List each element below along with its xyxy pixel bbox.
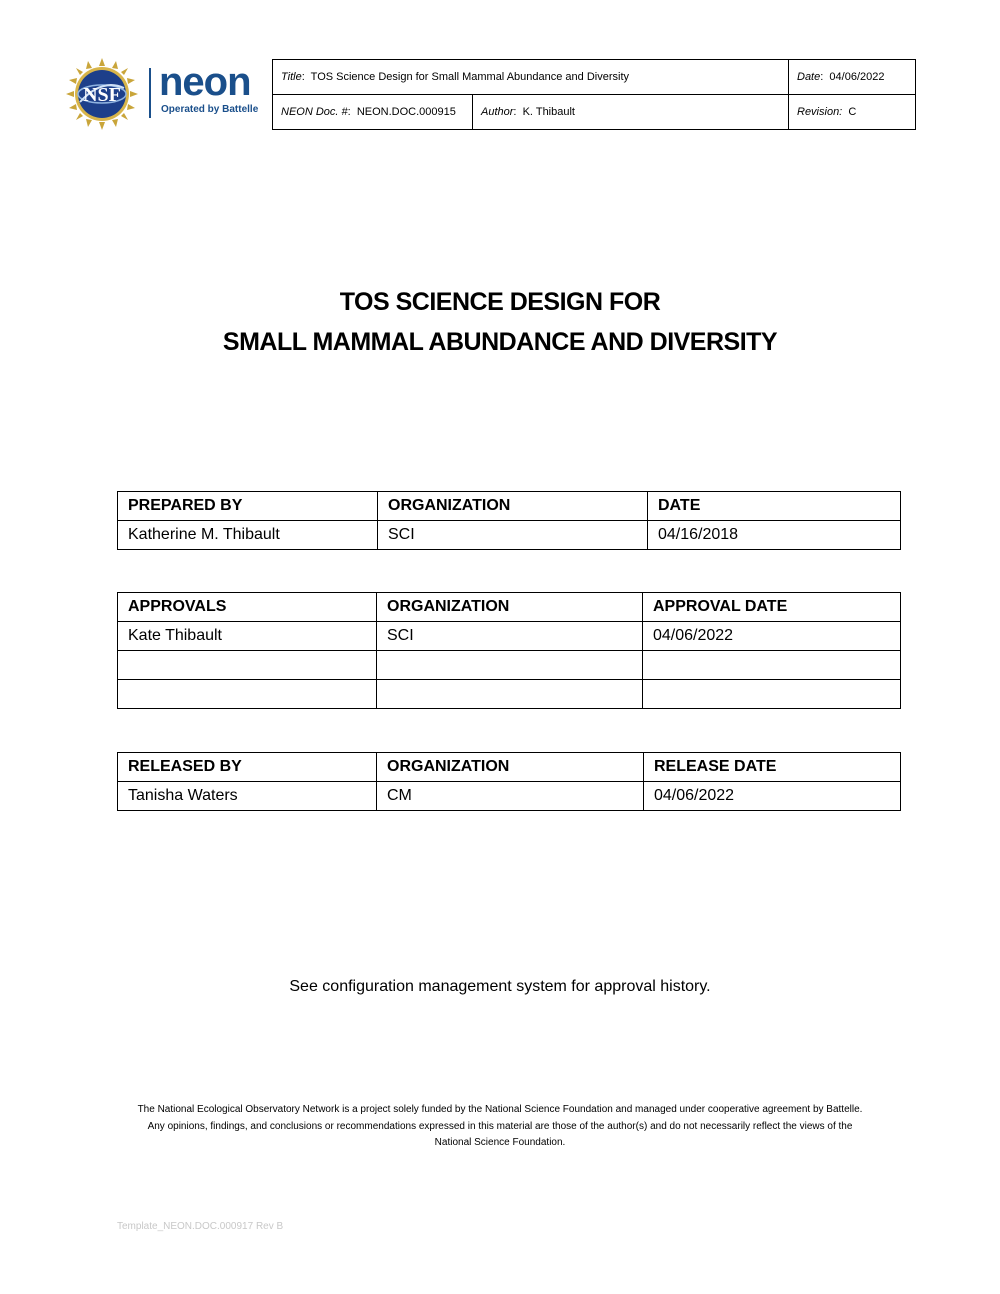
table-row (118, 680, 901, 709)
table-cell: SCI (377, 622, 643, 651)
table-cell (377, 651, 643, 680)
column-header: ORGANIZATION (377, 593, 643, 622)
header-docnum-label: NEON Doc. # (281, 106, 348, 118)
table-row (118, 782, 901, 811)
neon-logo (66, 58, 270, 130)
disclaimer-line1: The National Ecological Observatory Network is a project solely funded by the National Science Foundation and managed under cooperative agreement by Battelle. (137, 1104, 863, 1115)
column-header: ORGANIZATION (378, 492, 648, 521)
document-title-line2: SMALL MAMMAL ABUNDANCE AND DIVERSITY (222, 328, 778, 356)
table-cell (118, 651, 377, 680)
table-cell (643, 651, 901, 680)
column-header: RELEASED BY (118, 753, 377, 782)
column-header: RELEASE DATE (644, 753, 901, 782)
neon-tagline: Operated by Battelle (161, 104, 259, 115)
document-header-table (272, 59, 916, 130)
funding-disclaimer (100, 1102, 900, 1152)
header-revision-label: Revision: (797, 106, 843, 118)
header-title-label: Title (281, 71, 302, 83)
header-revision-cell (789, 95, 916, 130)
column-header: APPROVAL DATE (643, 593, 901, 622)
table-cell: 04/16/2018 (648, 521, 901, 550)
table-cell: Katherine M. Thibault (118, 521, 378, 550)
table-row (118, 521, 901, 550)
table-cell: 04/06/2022 (644, 782, 901, 811)
header-author-label: Author (481, 106, 514, 118)
header-revision-value: C (848, 106, 857, 118)
disclaimer-line2: Any opinions, findings, and conclusions or recommendations expressed in this material are those of the author(s) and do not necessarily reflect the views of the (147, 1120, 853, 1132)
column-header: APPROVALS (118, 593, 377, 622)
column-header: DATE (648, 492, 901, 521)
table-cell: Kate Thibault (118, 622, 377, 651)
table-row (118, 622, 901, 651)
nsf-seal-text: NSF (83, 84, 121, 106)
table-cell (643, 680, 901, 709)
logo-divider (149, 68, 151, 118)
header-author-cell: Author: K. Thibault (473, 95, 789, 130)
disclaimer-line3: National Science Foundation. (434, 1137, 566, 1148)
column-header: ORGANIZATION (377, 753, 644, 782)
header-date-value: 04/06/2022 (829, 71, 885, 83)
column-header: PREPARED BY (118, 492, 378, 521)
template-id: Template_NEON.DOC.000917 Rev B (117, 1221, 284, 1232)
header-docnum-cell: NEON Doc. #: NEON.DOC.000915 (273, 95, 473, 130)
table-header-row (118, 492, 901, 521)
table-row (118, 651, 901, 680)
header-title-value: TOS Science Design for Small Mammal Abundance and Diversity (310, 71, 629, 83)
table-cell (377, 680, 643, 709)
approval-history-note: See configuration management system for approval history. (289, 978, 711, 995)
table-cell (118, 680, 377, 709)
table-header-row (118, 753, 901, 782)
table-cell: Tanisha Waters (118, 782, 377, 811)
released-by-table (117, 752, 901, 811)
header-title-cell: Title: TOS Science Design for Small Mammal Abundance and Diversity (273, 60, 789, 95)
nsf-seal-icon (66, 58, 138, 130)
prepared-by-table (117, 491, 901, 550)
table-cell: CM (377, 782, 644, 811)
header-date-label: Date (797, 71, 821, 83)
approvals-table (117, 592, 901, 709)
header-date-cell: Date: 04/06/2022 (789, 60, 916, 95)
table-cell: SCI (378, 521, 648, 550)
table-header-row (118, 593, 901, 622)
header-author-value: K. Thibault (522, 106, 575, 118)
neon-wordmark: neon (159, 60, 251, 104)
document-title-line1: TOS SCIENCE DESIGN FOR (339, 288, 661, 316)
table-cell: 04/06/2022 (643, 622, 901, 651)
header-docnum-value: NEON.DOC.000915 (356, 106, 456, 118)
document-title (0, 282, 1000, 362)
